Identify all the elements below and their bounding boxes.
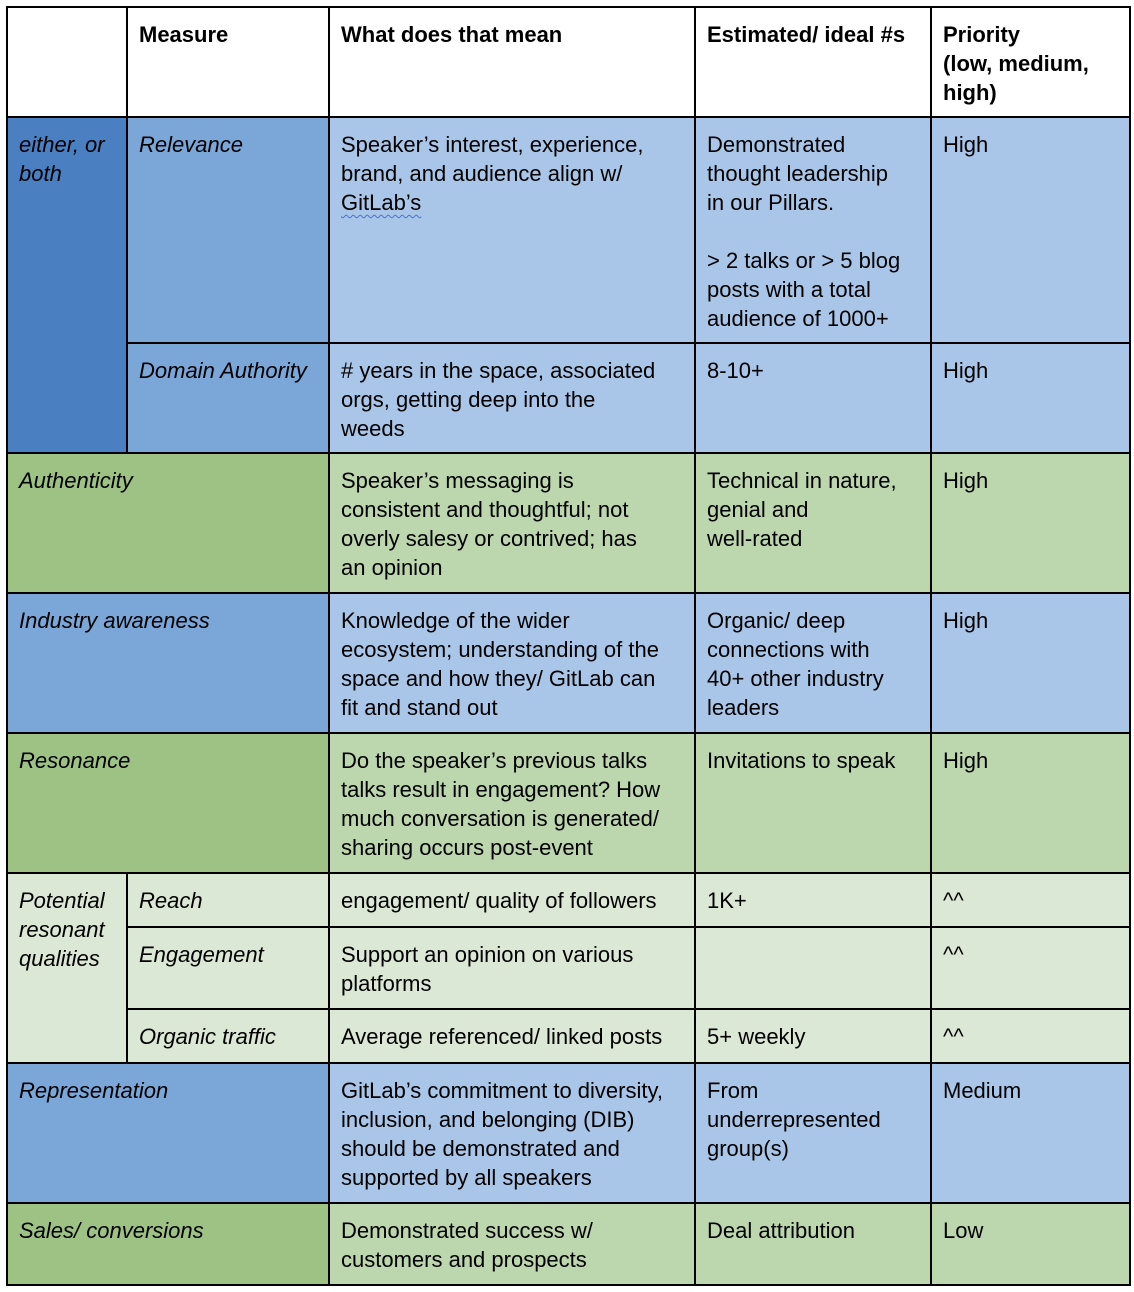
relevance-estimated: Demonstrated thought leadership in our Pillars. > 2 talks or > 5 blog posts with a total audience of 1000+ bbox=[695, 117, 931, 343]
authenticity-estimated: Technical in nature, genial and well-rated bbox=[695, 453, 931, 593]
table-row-engagement bbox=[7, 927, 1130, 1009]
reach-measure: Reach bbox=[127, 873, 329, 927]
table-row-authenticity bbox=[7, 453, 1130, 593]
header-priority: Priority (low, medium, high) bbox=[931, 7, 1130, 117]
domain-authority-measure: Domain Authority bbox=[127, 343, 329, 453]
resonance-priority: High bbox=[931, 733, 1130, 873]
table-row-resonance bbox=[7, 733, 1130, 873]
speaker-criteria-table bbox=[6, 6, 1131, 1286]
authenticity-meaning: Speaker’s messaging is consistent and thoughtful; not overly salesy or contrived; has an opinion bbox=[329, 453, 695, 593]
industry-awareness-measure: Industry awareness bbox=[7, 593, 329, 733]
resonance-meaning: Do the speaker’s previous talks talks result in engagement? How much conversation is generated/ sharing occurs post-event bbox=[329, 733, 695, 873]
header-row bbox=[7, 7, 1130, 117]
organic-traffic-priority: ^^ bbox=[931, 1009, 1130, 1063]
engagement-measure: Engagement bbox=[127, 927, 329, 1009]
engagement-meaning: Support an opinion on various platforms bbox=[329, 927, 695, 1009]
representation-measure: Representation bbox=[7, 1063, 329, 1203]
sales-conversions-priority: Low bbox=[931, 1203, 1130, 1285]
domain-authority-priority: High bbox=[931, 343, 1130, 453]
table-row-relevance bbox=[7, 117, 1130, 343]
relevance-meaning-text: Speaker’s interest, experience, brand, and audience align w/ bbox=[341, 132, 644, 186]
domain-authority-estimated: 8-10+ bbox=[695, 343, 931, 453]
organic-traffic-estimated: 5+ weekly bbox=[695, 1009, 931, 1063]
reach-priority: ^^ bbox=[931, 873, 1130, 927]
header-empty-cell bbox=[7, 7, 127, 117]
header-measure: Measure bbox=[127, 7, 329, 117]
table-row-industry-awareness bbox=[7, 593, 1130, 733]
sales-conversions-meaning: Demonstrated success w/ customers and prospects bbox=[329, 1203, 695, 1285]
resonance-estimated: Invitations to speak bbox=[695, 733, 931, 873]
organic-traffic-meaning: Average referenced/ linked posts bbox=[329, 1009, 695, 1063]
relevance-meaning bbox=[329, 117, 695, 343]
industry-awareness-meaning: Knowledge of the wider ecosystem; understanding of the space and how they/ GitLab can fit and stand out bbox=[329, 593, 695, 733]
authenticity-measure: Authenticity bbox=[7, 453, 329, 593]
sales-conversions-measure: Sales/ conversions bbox=[7, 1203, 329, 1285]
table-row-sales-conversions bbox=[7, 1203, 1130, 1285]
organic-traffic-measure: Organic traffic bbox=[127, 1009, 329, 1063]
reach-estimated: 1K+ bbox=[695, 873, 931, 927]
industry-awareness-priority: High bbox=[931, 593, 1130, 733]
relevance-priority: High bbox=[931, 117, 1130, 343]
gitlab-spellcheck-word: GitLab’s bbox=[341, 190, 422, 215]
relevance-measure: Relevance bbox=[127, 117, 329, 343]
representation-estimated: From underrepresented group(s) bbox=[695, 1063, 931, 1203]
table-row-organic-traffic bbox=[7, 1009, 1130, 1063]
authenticity-priority: High bbox=[931, 453, 1130, 593]
header-meaning: What does that mean bbox=[329, 7, 695, 117]
engagement-estimated bbox=[695, 927, 931, 1009]
table-row-representation bbox=[7, 1063, 1130, 1203]
header-estimated: Estimated/ ideal #s bbox=[695, 7, 931, 117]
engagement-priority: ^^ bbox=[931, 927, 1130, 1009]
table-row-reach bbox=[7, 873, 1130, 927]
domain-authority-meaning: # years in the space, associated orgs, getting deep into the weeds bbox=[329, 343, 695, 453]
sales-conversions-estimated: Deal attribution bbox=[695, 1203, 931, 1285]
reach-meaning: engagement/ quality of followers bbox=[329, 873, 695, 927]
industry-awareness-estimated: Organic/ deep connections with 40+ other industry leaders bbox=[695, 593, 931, 733]
resonance-measure: Resonance bbox=[7, 733, 329, 873]
group-label-either-or-both: either, or both bbox=[7, 117, 127, 453]
representation-priority: Medium bbox=[931, 1063, 1130, 1203]
group-label-potential-resonant-qualities: Potential resonant qualities bbox=[7, 873, 127, 1063]
representation-meaning: GitLab’s commitment to diversity, inclusion, and belonging (DIB) should be demonstrated and supported by all speakers bbox=[329, 1063, 695, 1203]
table-row-domain-authority bbox=[7, 343, 1130, 453]
